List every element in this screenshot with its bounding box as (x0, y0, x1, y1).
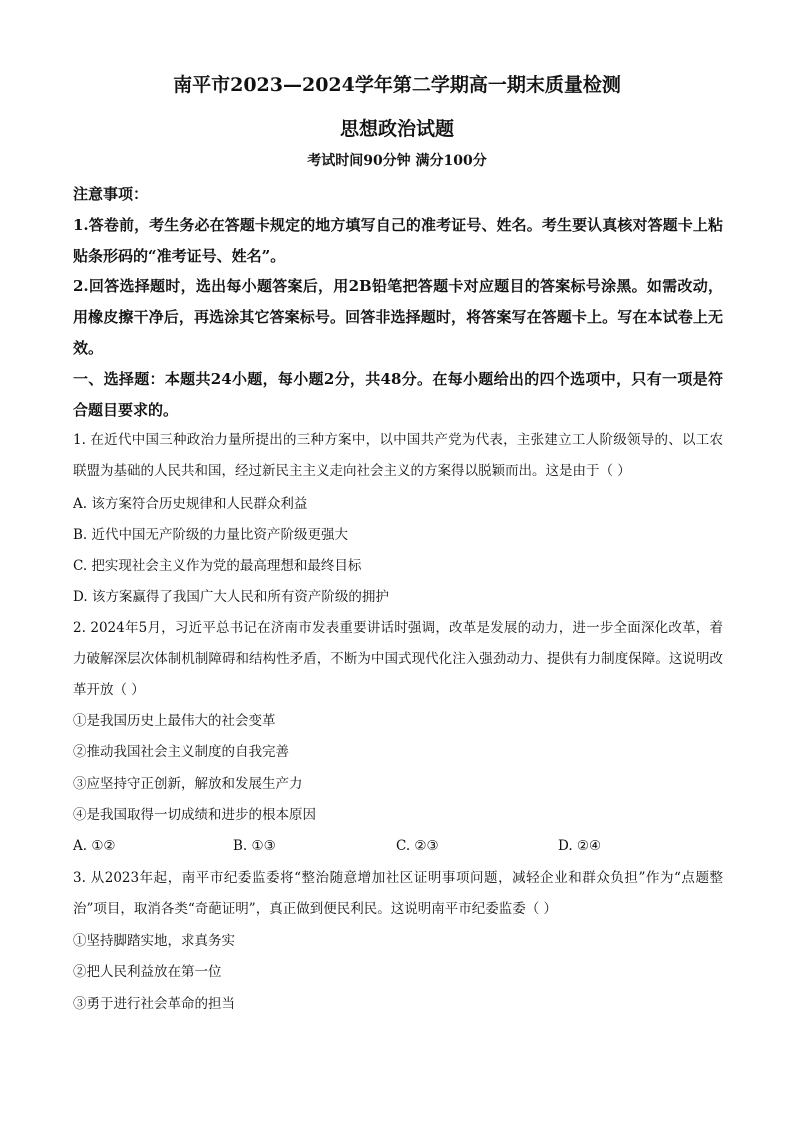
question-1-option-b: B. 近代中国无产阶级的力量比资产阶级更强大 (73, 527, 349, 543)
question-2-statement-3: ③应坚持守正创新，解放和发展生产力 (73, 776, 303, 792)
question-2-statement-2: ②推动我国社会主义制度的自我完善 (73, 744, 289, 760)
question-2-option-a: A. ①② (73, 838, 116, 854)
exam-title: 南平市2023—2024学年第二学期高一期末质量检测 (173, 74, 621, 96)
question-3-statement-1: ①坚持脚踏实地，求真务实 (73, 933, 235, 949)
exam-info: 考试时间90分钟 满分100分 (307, 153, 487, 169)
question-2-statement-1: ①是我国历史上最伟大的社会变革 (73, 713, 276, 729)
notice-item-2: 2.回答选择题时，选出每小题答案后，用2B铅笔把答题卡对应题目的答案标号涂黑。如需改动，用橡皮擦干净后，再选涂其它答案标号。回答非选择题时，将答案写在答题卡上。写在本试卷上无效。 (73, 277, 723, 357)
question-1-option-c: C. 把实现社会主义作为党的最高理想和最终目标 (73, 558, 362, 574)
question-1-option-d: D. 该方案赢得了我国广大人民和所有资产阶级的拥护 (73, 589, 389, 605)
section-heading: 一、选择题：本题共24小题，每小题2分，共48分。在每小题给出的四个选项中，只有一项是符合题目要求的。 (73, 370, 723, 419)
subject-title: 思想政治试题 (339, 118, 454, 140)
notice-item-1: 1.答卷前，考生务必在答题卡规定的地方填写自己的准考证号、姓名。考生要认真核对答题卡上粘贴条形码的“准考证号、姓名”。 (73, 216, 723, 265)
question-2-statement-4: ④是我国取得一切成绩和进步的根本原因 (73, 807, 316, 823)
question-2-stem: 2. 2024年5月，习近平总书记在济南市发表重要讲话时强调，改革是发展的动力，进一步全面深化改革，着力破解深层次体制机制障碍和结构性矛盾，不断为中国式现代化注入强劲动力、提供有力制度保障。这说明改革开放（ ） (73, 620, 723, 698)
question-2-option-b: B. ①③ (233, 838, 276, 854)
question-3-stem: 3. 从2023年起，南平市纪委监委将“整治随意增加社区证明事项问题，减轻企业和群众负担”作为“点题整治”项目，取消各类“奇葩证明”，真正做到便民利民。这说明南平市纪委监委（ ） (73, 870, 723, 917)
question-1-stem: 1. 在近代中国三种政治力量所提出的三种方案中，以中国共产党为代表，主张建立工人阶级领导的、以工农联盟为基础的人民共和国，经过新民主主义走向社会主义的方案得以脱颖而出。这是由于（ ） (73, 432, 723, 479)
question-3-statement-3: ③勇于进行社会革命的担当 (73, 996, 235, 1012)
question-1-option-a: A. 该方案符合历史规律和人民群众利益 (73, 496, 308, 512)
notice-heading: 注意事项： (73, 185, 149, 203)
question-3-statement-2: ②把人民利益放在第一位 (73, 964, 222, 980)
question-2-option-d: D. ②④ (558, 838, 602, 854)
question-2-option-c: C. ②③ (396, 838, 439, 854)
